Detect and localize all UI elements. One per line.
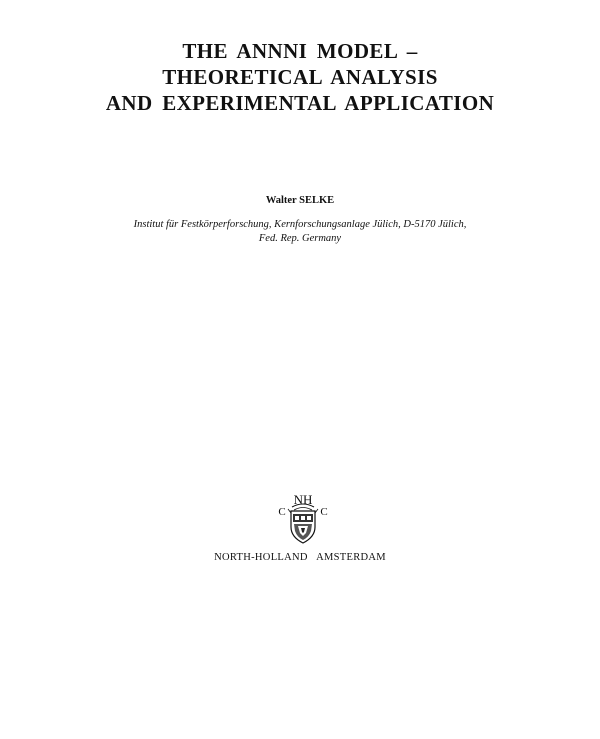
affiliation-line-1: Institut für Festkörperforschung, Kernforschungsanlage Jülich, D-5170 Jülich, bbox=[133, 219, 467, 230]
title-line-1: THE ANNNI MODEL – bbox=[182, 39, 418, 63]
book-title bbox=[0, 38, 600, 116]
author-name: Walter SELKE bbox=[265, 195, 335, 206]
logo-right-letter: C bbox=[320, 506, 328, 518]
publisher-name: NORTH-HOLLAND AMSTERDAM bbox=[214, 552, 386, 563]
logo-left-letter: C bbox=[278, 506, 286, 518]
publisher-logo-icon bbox=[278, 491, 328, 547]
author-affiliation bbox=[0, 218, 600, 246]
logo-nh-text: NH bbox=[293, 492, 313, 507]
title-line-3: AND EXPERIMENTAL APPLICATION bbox=[105, 91, 495, 115]
title-line-2: THEORETICAL ANALYSIS bbox=[162, 65, 438, 89]
affiliation-line-2: Fed. Rep. Germany bbox=[258, 233, 342, 244]
